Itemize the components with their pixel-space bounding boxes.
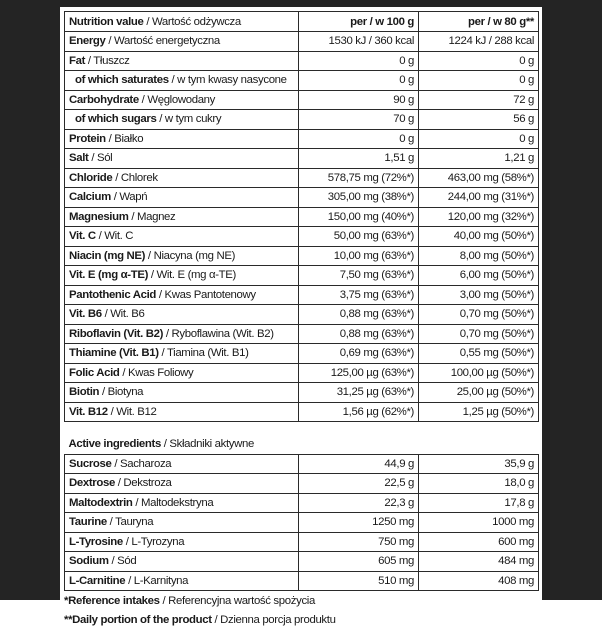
value-per-100g: 1250 mg	[299, 513, 419, 533]
value-per-100g: 70 g	[299, 110, 419, 130]
value-per-80g: 18,0 g	[419, 474, 539, 494]
row-label: Folic Acid / Kwas Foliowy	[65, 363, 299, 383]
nutrition-panel	[64, 11, 538, 630]
table-row	[65, 246, 539, 266]
value-per-100g: 7,50 mg (63%*)	[299, 266, 419, 286]
section-gap	[64, 422, 538, 435]
row-label: Vit. E (mg α-TE) / Wit. E (mg α-TE)	[65, 266, 299, 286]
footnotes	[64, 592, 538, 630]
table-row	[65, 227, 539, 247]
footnote-daily: **Daily portion of the product / Dzienna porcja produktu	[64, 614, 336, 626]
row-label-en: Pantothenic Acid	[69, 288, 157, 301]
value-per-80g: 408 mg	[419, 571, 539, 591]
row-label: of which saturates / w tym kwasy nasycone	[65, 71, 299, 91]
table-row	[65, 168, 539, 188]
value-per-100g: 125,00 µg (63%*)	[299, 363, 419, 383]
row-label-pl: Wapń	[119, 191, 148, 204]
row-label: L-Carnitine / L-Karnityna	[65, 571, 299, 591]
table-row	[65, 305, 539, 325]
row-label-pl: L-Karnityna	[133, 574, 189, 587]
row-label: Magnesium / Magnez	[65, 207, 299, 227]
row-label-en: L-Carnitine	[69, 574, 126, 587]
table-row	[65, 90, 539, 110]
row-label-en: Vit. E (mg α-TE)	[69, 269, 149, 282]
row-label-en: Maltodextrin	[69, 496, 133, 509]
row-label-pl: Wit. C	[104, 230, 134, 243]
value-per-100g: 0,69 mg (63%*)	[299, 344, 419, 364]
value-per-80g: 8,00 mg (50%*)	[419, 246, 539, 266]
footnote-reference-en: *Reference intakes	[64, 595, 160, 607]
row-label: Chloride / Chlorek	[65, 168, 299, 188]
row-label: Energy / Wartość energetyczna	[65, 32, 299, 52]
value-per-80g: 3,00 mg (50%*)	[419, 285, 539, 305]
row-label-pl: Węglowodany	[147, 93, 216, 106]
row-label-en: Magnesium	[69, 210, 129, 223]
table-row	[65, 324, 539, 344]
value-per-80g: 0 g	[419, 71, 539, 91]
value-per-80g: 72 g	[419, 90, 539, 110]
table-row	[65, 474, 539, 494]
row-label-pl: Wit. B6	[110, 308, 145, 321]
row-label: Taurine / Tauryna	[65, 513, 299, 533]
row-label-en: Calcium	[69, 191, 111, 204]
table-row	[65, 402, 539, 422]
row-label: Fat / Tłuszcz	[65, 51, 299, 71]
row-label-en: Salt	[69, 152, 89, 165]
value-per-80g: 25,00 µg (50%*)	[419, 383, 539, 403]
table-row	[65, 552, 539, 572]
row-label-pl: Chlorek	[120, 171, 158, 184]
row-label-pl: Niacyna (mg NE)	[153, 249, 236, 262]
row-label-pl: Sól	[96, 152, 113, 165]
row-label-pl: Wartość energetyczna	[113, 35, 220, 48]
value-per-100g: 578,75 mg (72%*)	[299, 168, 419, 188]
row-label: Thiamine (Vit. B1) / Tiamina (Wit. B1)	[65, 344, 299, 364]
row-label-en: Vit. B12	[69, 405, 108, 418]
value-per-80g: 0 g	[419, 129, 539, 149]
table-row	[65, 344, 539, 364]
row-label-pl: Magnez	[136, 210, 176, 223]
active-label-en: Active ingredients	[68, 438, 161, 451]
active-ingredients-table	[64, 435, 539, 591]
table-row	[65, 285, 539, 305]
row-label: Sodium / Sód	[65, 552, 299, 572]
row-label-pl: L-Tyrozyna	[131, 535, 185, 548]
row-label-pl: Sacharoza	[119, 457, 172, 470]
value-per-80g: 35,9 g	[419, 454, 539, 474]
value-per-100g: 31,25 µg (63%*)	[299, 383, 419, 403]
value-per-100g: 0 g	[299, 71, 419, 91]
value-per-100g: 0,88 mg (63%*)	[299, 305, 419, 325]
row-label: Sucrose / Sacharoza	[65, 454, 299, 474]
row-label-en: Niacin (mg NE)	[69, 249, 146, 262]
header-label: Nutrition value / Wartość odżywcza	[65, 12, 299, 32]
row-label-en: Carbohydrate	[69, 93, 139, 106]
row-label-pl: Ryboflawina (Wit. B2)	[171, 327, 274, 340]
table-row	[65, 363, 539, 383]
value-per-100g: 10,00 mg (63%*)	[299, 246, 419, 266]
value-per-100g: 0,88 mg (63%*)	[299, 324, 419, 344]
value-per-80g: 0,55 mg (50%*)	[419, 344, 539, 364]
row-label: Pantothenic Acid / Kwas Pantotenowy	[65, 285, 299, 305]
table-row	[65, 51, 539, 71]
active-header: Active ingredients / Składniki aktywne	[68, 438, 254, 451]
row-label-en: Fat	[69, 54, 86, 67]
value-per-80g: 6,00 mg (50%*)	[419, 266, 539, 286]
row-label: Maltodextrin / Maltodekstryna	[65, 493, 299, 513]
value-per-80g: 0,70 mg (50%*)	[419, 324, 539, 344]
active-header-row	[65, 435, 539, 454]
row-label-pl: Sód	[117, 555, 137, 568]
value-per-100g: 305,00 mg (38%*)	[299, 188, 419, 208]
active-label-pl: Składniki aktywne	[169, 438, 254, 451]
row-label-pl: Dekstroza	[123, 477, 172, 490]
value-per-80g: 244,00 mg (31%*)	[419, 188, 539, 208]
value-per-80g: 100,00 µg (50%*)	[419, 363, 539, 383]
value-per-100g: 0 g	[299, 51, 419, 71]
value-per-80g: 1,21 g	[419, 149, 539, 169]
row-label: Riboflavin (Vit. B2) / Ryboflawina (Wit. B2)	[65, 324, 299, 344]
row-label: Vit. C / Wit. C	[65, 227, 299, 247]
value-per-100g: 1,51 g	[299, 149, 419, 169]
value-per-100g: 750 mg	[299, 532, 419, 552]
row-label: Calcium / Wapń	[65, 188, 299, 208]
header-col-80g: per / w 80 g**	[419, 12, 539, 32]
row-label-en: of which saturates	[75, 74, 169, 87]
value-per-100g: 44,9 g	[299, 454, 419, 474]
row-label-en: Taurine	[69, 516, 107, 529]
row-label-en: Dextrose	[69, 477, 115, 490]
value-per-100g: 50,00 mg (63%*)	[299, 227, 419, 247]
footnote-daily-en: **Daily portion of the product	[64, 614, 212, 626]
table-row	[65, 129, 539, 149]
value-per-100g: 0 g	[299, 129, 419, 149]
value-per-100g: 3,75 mg (63%*)	[299, 285, 419, 305]
table-row	[65, 32, 539, 52]
nutrition-table	[64, 11, 539, 422]
table-row	[65, 454, 539, 474]
table-row	[65, 266, 539, 286]
value-per-100g: 1530 kJ / 360 kcal	[299, 32, 419, 52]
row-label: Salt / Sól	[65, 149, 299, 169]
row-label-pl: Tłuszcz	[93, 54, 130, 67]
row-label-en: Energy	[69, 35, 106, 48]
value-per-80g: 0,70 mg (50%*)	[419, 305, 539, 325]
value-per-80g: 1000 mg	[419, 513, 539, 533]
row-label-pl: Biotyna	[107, 386, 144, 399]
value-per-80g: 17,8 g	[419, 493, 539, 513]
value-per-80g: 600 mg	[419, 532, 539, 552]
value-per-100g: 22,3 g	[299, 493, 419, 513]
row-label: Dextrose / Dekstroza	[65, 474, 299, 494]
row-label-en: Sucrose	[69, 457, 112, 470]
row-label-pl: Kwas Pantotenowy	[164, 288, 256, 301]
row-label-en: Biotin	[69, 386, 100, 399]
table-row	[65, 207, 539, 227]
row-label: Vit. B6 / Wit. B6	[65, 305, 299, 325]
table-row	[65, 110, 539, 130]
header-label-pl: Wartość odżywcza	[151, 15, 241, 28]
row-label: L-Tyrosine / L-Tyrozyna	[65, 532, 299, 552]
row-label-pl: w tym cukry	[164, 113, 222, 126]
row-label-pl: Kwas Foliowy	[127, 366, 194, 379]
value-per-80g: 1224 kJ / 288 kcal	[419, 32, 539, 52]
value-per-80g: 0 g	[419, 51, 539, 71]
value-per-100g: 605 mg	[299, 552, 419, 572]
row-label-en: L-Tyrosine	[69, 535, 123, 548]
row-label: of which sugars / w tym cukry	[65, 110, 299, 130]
value-per-80g: 463,00 mg (58%*)	[419, 168, 539, 188]
row-label: Biotin / Biotyna	[65, 383, 299, 403]
row-label-en: Sodium	[69, 555, 109, 568]
table-row	[65, 188, 539, 208]
value-per-100g: 150,00 mg (40%*)	[299, 207, 419, 227]
row-label: Carbohydrate / Węglowodany	[65, 90, 299, 110]
footnote-reference: *Reference intakes / Referencyjna wartość spożycia	[64, 595, 315, 607]
footnote-reference-pl: Referencyjna wartość spożycia	[168, 595, 315, 607]
row-label: Protein / Białko	[65, 129, 299, 149]
row-label: Vit. B12 / Wit. B12	[65, 402, 299, 422]
row-label-pl: Wit. E (mg α-TE)	[156, 269, 236, 282]
row-label-en: Chloride	[69, 171, 113, 184]
table-row	[65, 532, 539, 552]
value-per-100g: 510 mg	[299, 571, 419, 591]
row-label-pl: Wit. B12	[116, 405, 157, 418]
header-row	[65, 12, 539, 32]
header-col-100g: per / w 100 g	[299, 12, 419, 32]
row-label-pl: Tauryna	[115, 516, 154, 529]
row-label-en: Vit. C	[69, 230, 96, 243]
row-label-en: Folic Acid	[69, 366, 120, 379]
value-per-80g: 56 g	[419, 110, 539, 130]
value-per-100g: 1,56 µg (62%*)	[299, 402, 419, 422]
row-label-pl: Białko	[114, 132, 144, 145]
value-per-100g: 90 g	[299, 90, 419, 110]
row-label-en: Vit. B6	[69, 308, 102, 321]
row-label-en: of which sugars	[75, 113, 157, 126]
value-per-80g: 1,25 µg (50%*)	[419, 402, 539, 422]
table-row	[65, 513, 539, 533]
table-row	[65, 383, 539, 403]
value-per-100g: 22,5 g	[299, 474, 419, 494]
value-per-80g: 484 mg	[419, 552, 539, 572]
header-label-en: Nutrition value	[69, 15, 144, 28]
row-label-pl: Tiamina (Wit. B1)	[166, 347, 249, 360]
row-label-en: Riboflavin (Vit. B2)	[69, 327, 164, 340]
table-row	[65, 71, 539, 91]
value-per-80g: 40,00 mg (50%*)	[419, 227, 539, 247]
value-per-80g: 120,00 mg (32%*)	[419, 207, 539, 227]
row-label: Niacin (mg NE) / Niacyna (mg NE)	[65, 246, 299, 266]
table-row	[65, 493, 539, 513]
table-row	[65, 571, 539, 591]
row-label-pl: w tym kwasy nasycone	[177, 74, 287, 87]
table-row	[65, 149, 539, 169]
row-label-en: Thiamine (Vit. B1)	[69, 347, 159, 360]
footnote-daily-pl: Dzienna porcja produktu	[220, 614, 336, 626]
row-label-pl: Maltodekstryna	[140, 496, 214, 509]
row-label-en: Protein	[69, 132, 106, 145]
